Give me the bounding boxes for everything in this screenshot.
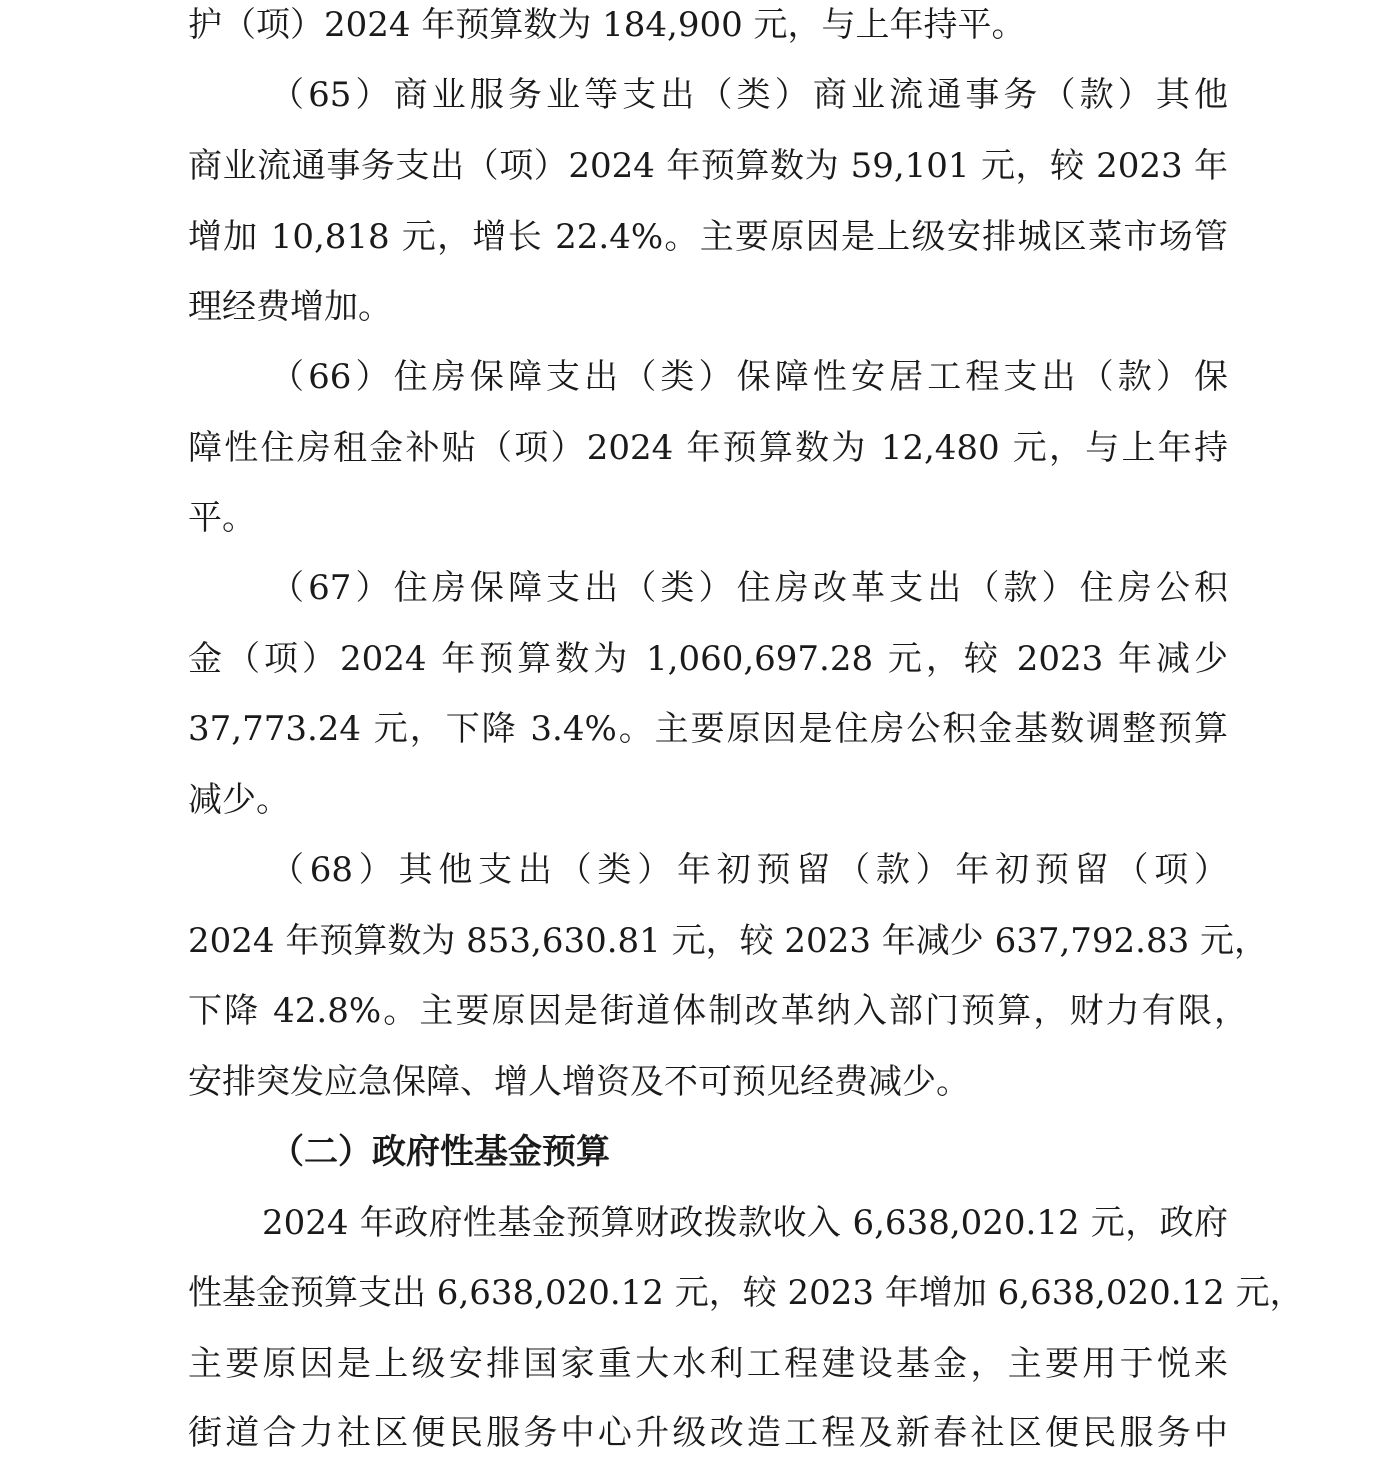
text-line: 障性住房租金补贴（项）2024 年预算数为 12,480 元，与上年持 [188, 428, 1228, 468]
text-line: （67）住房保障支出（类）住房改革支出（款）住房公积 [270, 568, 1228, 608]
section-heading: （二）政府性基金预算 [270, 1132, 610, 1172]
text-line: 护（项）2024 年预算数为 184,900 元，与上年持平。 [188, 5, 1026, 45]
text-line: 37,773.24 元，下降 3.4%。主要原因是住房公积金基数调整预算 [188, 709, 1228, 749]
text-line: 增加 10,818 元，增长 22.4%。主要原因是上级安排城区菜市场管 [188, 217, 1228, 257]
text-line: 2024 年预算数为 853,630.81 元，较 2023 年减少 637,792.83 元， [188, 921, 1269, 961]
text-line: 平。 [188, 498, 256, 538]
text-line: 下降 42.8%。主要原因是街道体制改革纳入部门预算，财力有限， [188, 991, 1248, 1031]
text-line: 街道合力社区便民服务中心升级改造工程及新春社区便民服务中 [188, 1413, 1228, 1453]
text-line: 主要原因是上级安排国家重大水利工程建设基金，主要用于悦来 [188, 1344, 1228, 1384]
text-line: 理经费增加。 [188, 287, 392, 327]
text-line: 安排突发应急保障、增人增资及不可预见经费减少。 [188, 1062, 970, 1102]
text-line: （68）其他支出（类）年初预留（款）年初预留（项） [270, 850, 1228, 890]
text-line: 金（项）2024 年预算数为 1,060,697.28 元，较 2023 年减少 [188, 639, 1228, 679]
text-line: 性基金预算支出 6,638,020.12 元，较 2023 年增加 6,638,020.12 元， [188, 1273, 1304, 1313]
text-line: 2024 年政府性基金预算财政拨款收入 6,638,020.12 元，政府 [262, 1203, 1228, 1243]
text-line: （65）商业服务业等支出（类）商业流通事务（款）其他 [270, 75, 1228, 115]
text-line: 商业流通事务支出（项）2024 年预算数为 59,101 元，较 2023 年 [188, 146, 1228, 186]
text-line: 减少。 [188, 780, 290, 820]
text-line: （66）住房保障支出（类）保障性安居工程支出（款）保 [270, 357, 1228, 397]
